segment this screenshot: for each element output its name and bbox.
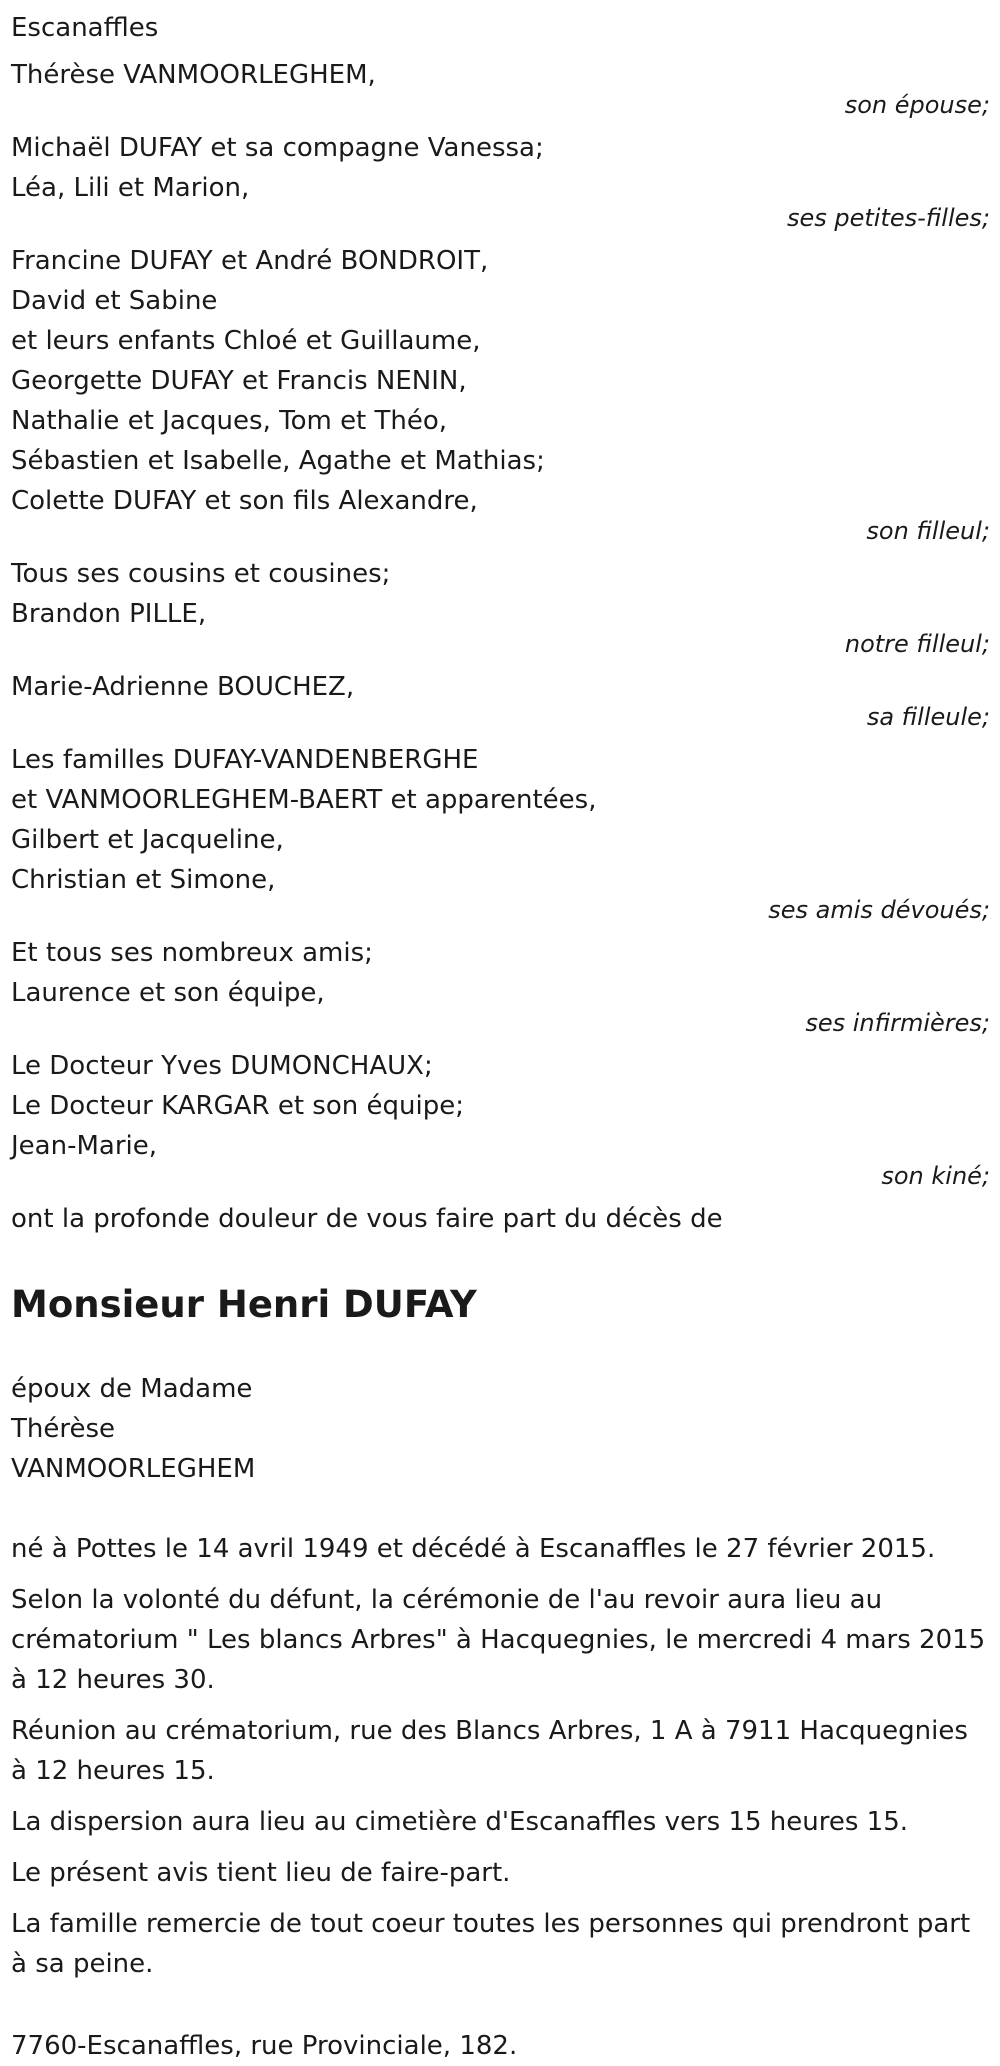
family-member-line: Et tous ses nombreux amis; — [11, 938, 373, 968]
family-member-line: Tous ses cousins et cousines; — [11, 559, 391, 589]
spouse-line: VANMOORLEGHEM — [11, 1454, 256, 1484]
relationship-label: ses petites-filles; — [786, 204, 990, 232]
family-member-line: Colette DUFAY et son fils Alexandre, — [11, 486, 478, 516]
family-member-line: Le Docteur Yves DUMONCHAUX; — [11, 1051, 433, 1081]
family-member-line: Les familles DUFAY-VANDENBERGHE — [11, 745, 479, 775]
family-member-line: Marie-Adrienne BOUCHEZ, — [11, 672, 355, 702]
family-member-line: Gilbert et Jacqueline, — [11, 825, 284, 855]
relationship-label: ses amis dévoués; — [768, 896, 990, 924]
family-member-line: Laurence et son équipe, — [11, 978, 325, 1008]
relationship-label: ses infirmières; — [805, 1009, 990, 1037]
family-group — [11, 55, 990, 121]
deceased-name: Monsieur Henri DUFAY — [11, 1283, 477, 1326]
family-member-line: et VANMOORLEGHEM-BAERT et apparentées, — [11, 785, 597, 815]
place-name: Escanaffles — [11, 13, 159, 43]
spouse-info — [11, 1369, 990, 1489]
meeting-paragraph: Réunion au crématorium, rue des Blancs Arbres, 1 A à 7911 Hacquegnies à 12 heures 15. — [11, 1716, 968, 1786]
family-member-line: Georgette DUFAY et Francis NENIN, — [11, 366, 467, 396]
relationship-label: sa filleule; — [866, 703, 990, 731]
intro-text: ont la profonde douleur de vous faire part du décès de — [11, 1204, 723, 1234]
family-group — [11, 128, 990, 234]
family-member-line: Nathalie et Jacques, Tom et Théo, — [11, 406, 448, 436]
family-list — [11, 55, 990, 1192]
relationship-label: notre filleul; — [844, 630, 990, 658]
dispersion-paragraph: La dispersion aura lieu au cimetière d'Escanaffles vers 15 heures 15. — [11, 1807, 909, 1837]
family-member-line: Léa, Lili et Marion, — [11, 173, 250, 203]
family-member-line: Thérèse VANMOORLEGHEM, — [11, 60, 376, 90]
family-member-line: Sébastien et Isabelle, Agathe et Mathias; — [11, 446, 545, 476]
spouse-line: Thérèse — [11, 1414, 116, 1444]
birth-death-paragraph: né à Pottes le 14 avril 1949 et décédé à Escanaffles le 27 février 2015. — [11, 1534, 936, 1564]
notice-paragraph: Le présent avis tient lieu de faire-part. — [11, 1858, 511, 1888]
family-member-line: Jean-Marie, — [11, 1131, 157, 1161]
family-member-line: David et Sabine — [11, 286, 218, 316]
family-group — [11, 241, 990, 547]
relationship-label: son filleul; — [866, 517, 990, 545]
family-member-line: Brandon PILLE, — [11, 599, 207, 629]
relationship-label: son kiné; — [881, 1162, 990, 1190]
place-header — [11, 8, 990, 48]
family-group — [11, 933, 990, 1039]
family-address: 7760-Escanaffles, rue Provinciale, 182. — [11, 2031, 518, 2061]
family-group — [11, 554, 990, 660]
ceremony-paragraph: Selon la volonté du défunt, la cérémonie de l'au revoir aura lieu au crématorium " Les blancs Arbres" à Hacquegnies, le mercredi 4 mars 2015 à 12 heures 30. — [11, 1585, 986, 1695]
family-member-line: Le Docteur KARGAR et son équipe; — [11, 1091, 464, 1121]
family-group — [11, 1046, 990, 1192]
details-section — [11, 1529, 990, 1984]
relationship-label: son épouse; — [844, 91, 990, 119]
spouse-line: époux de Madame — [11, 1374, 253, 1404]
thanks-paragraph: La famille remercie de tout coeur toutes les personnes qui prendront part à sa peine. — [11, 1909, 971, 1979]
announcement-intro — [11, 1199, 990, 1239]
family-group — [11, 740, 990, 926]
family-member-line: Michaël DUFAY et sa compagne Vanessa; — [11, 133, 544, 163]
family-member-line: et leurs enfants Chloé et Guillaume, — [11, 326, 481, 356]
family-member-line: Francine DUFAY et André BONDROIT, — [11, 246, 489, 276]
family-group — [11, 667, 990, 733]
family-member-line: Christian et Simone, — [11, 865, 276, 895]
